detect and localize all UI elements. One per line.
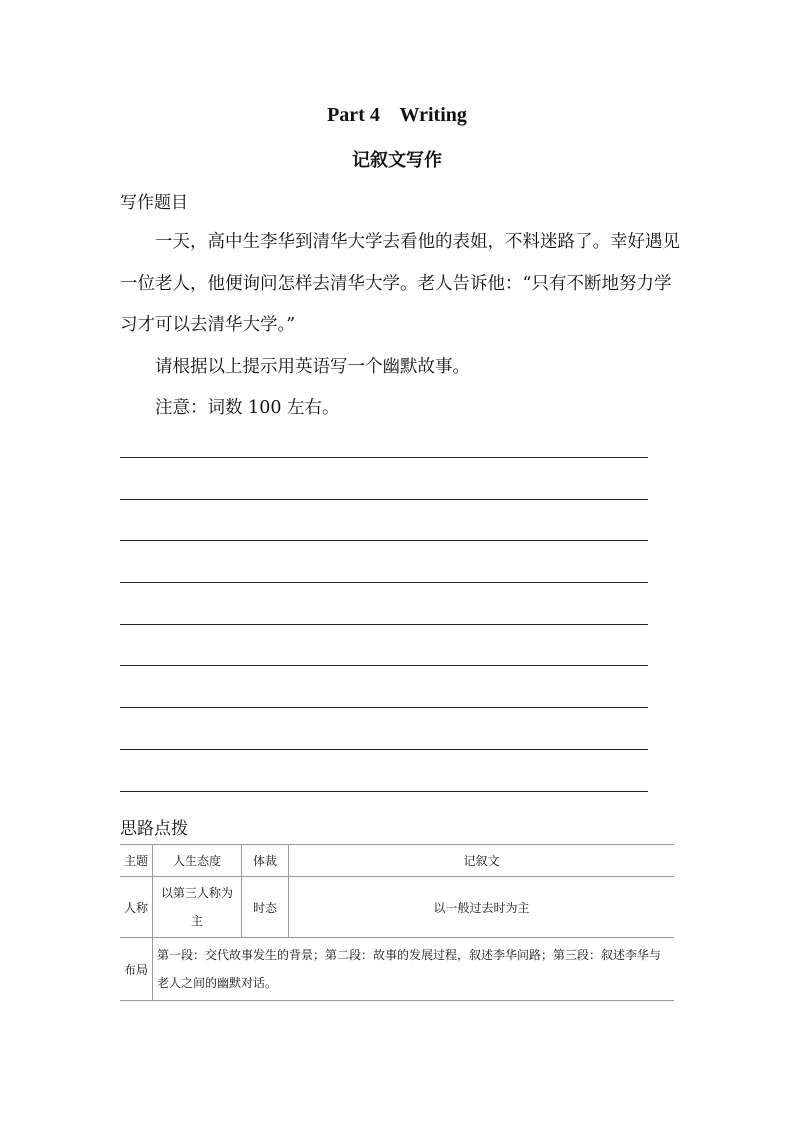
word-count-note: 注意：词数 100 左右。 [155, 398, 340, 418]
prompt-heading: 写作题目 [120, 193, 188, 213]
table-row [120, 845, 674, 877]
plan-table [120, 844, 674, 1001]
theme-label: 主题 [120, 845, 153, 877]
tense-label: 时态 [242, 877, 289, 938]
instruction-paragraph: 请根据以上提示用英语写一个幽默故事。 [155, 356, 470, 377]
layout-label: 布局 [120, 938, 153, 1001]
layout-value: 第一段：交代故事发生的背景；第二段：故事的发展过程，叙述李华问路；第三段：叙述李华与老人之间的幽默对话。 [153, 938, 675, 1001]
prompt-body [120, 222, 685, 430]
genre-value: 记叙文 [289, 845, 675, 877]
tense-value: 以一般过去时为主 [289, 877, 675, 938]
table-row [120, 938, 674, 1001]
writing-line[interactable] [120, 541, 648, 583]
writing-line[interactable] [120, 625, 648, 667]
writing-area[interactable] [120, 456, 648, 792]
tips-heading: 思路点拨 [120, 819, 188, 839]
page-title: Part 4 Writing [327, 104, 467, 126]
writing-line[interactable] [120, 666, 648, 708]
genre-label: 体裁 [242, 845, 289, 877]
person-label: 人称 [120, 877, 153, 938]
section-subtitle: 记叙文写作 [352, 150, 442, 171]
prompt-paragraph: 一天，高中生李华到清华大学去看他的表姐，不料迷路了。幸好遇见一位老人，他便询问怎样去清华大学。老人告诉他：“只有不断地努力学习才可以去清华大学。” [120, 232, 680, 335]
writing-line[interactable] [120, 750, 648, 792]
writing-line[interactable] [120, 458, 648, 500]
person-value: 以第三人称为主 [153, 877, 242, 938]
writing-line[interactable] [120, 500, 648, 542]
writing-line[interactable] [120, 583, 648, 625]
writing-line[interactable] [120, 708, 648, 750]
theme-value: 人生态度 [153, 845, 242, 877]
table-row [120, 877, 674, 938]
